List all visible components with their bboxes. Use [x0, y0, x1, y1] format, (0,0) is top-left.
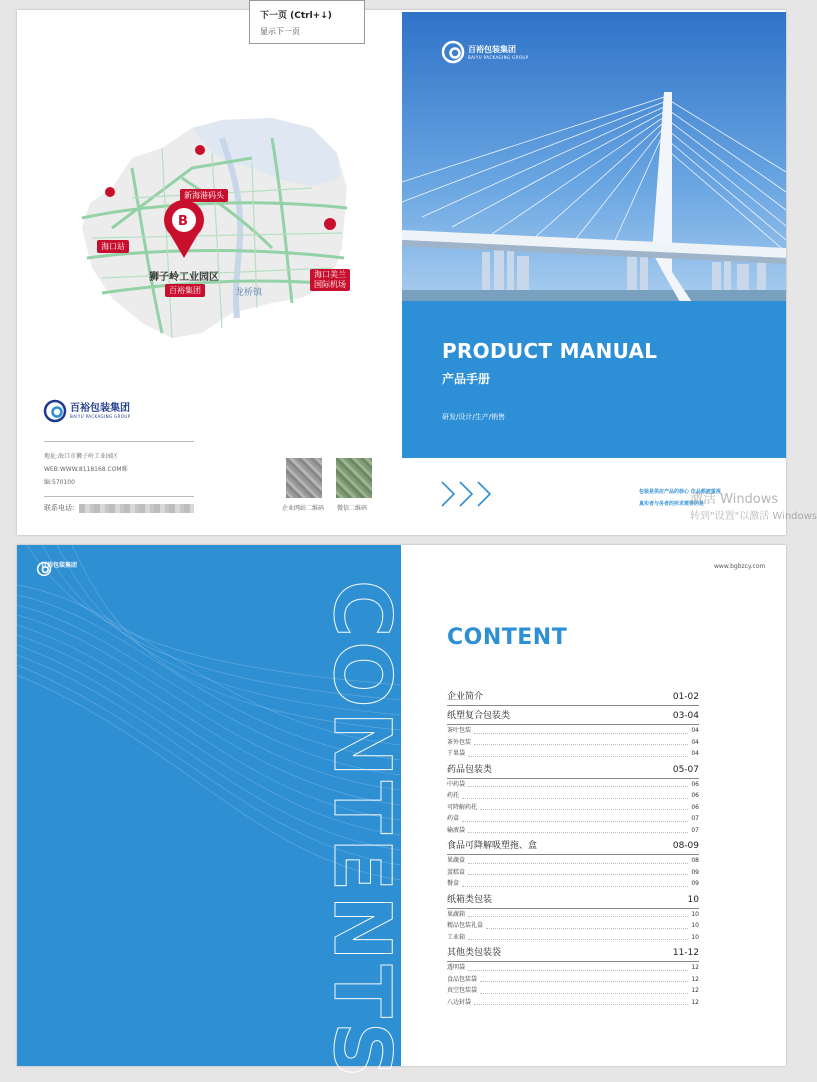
toc-title: CONTENT	[447, 625, 568, 650]
toc-item-label: 工业箱	[447, 933, 466, 941]
toc-item-page: 08	[691, 857, 699, 864]
cover-title-en: PRODUCT MANUAL	[442, 339, 658, 363]
toc-item-label: 可降解药托	[447, 803, 478, 811]
toc-leader-dots	[474, 733, 688, 734]
toc-item	[447, 997, 699, 1009]
toc-section-pages: 08-09	[672, 841, 699, 851]
toc-section	[447, 691, 699, 706]
toc-item	[447, 813, 699, 825]
toc-section	[447, 947, 699, 1008]
toc-leader-dots	[462, 798, 688, 799]
toc-item	[447, 920, 699, 932]
toc-item-page: 10	[691, 910, 699, 918]
toc-item	[447, 737, 699, 749]
toc-section-title: 纸塑复合包装类	[447, 711, 511, 721]
toc-section-heading	[447, 840, 699, 855]
toc-item-label: 蛋糕盒	[447, 868, 466, 876]
toc-item	[447, 790, 699, 802]
phone-redacted	[79, 504, 194, 513]
activation-watermark-subtitle: 转到"设置"以激活 Windows	[690, 511, 817, 522]
toc-section-pages: 01-02	[672, 692, 699, 702]
toc-section-heading	[447, 894, 699, 909]
toc-item-label: 果蔬盒	[447, 857, 466, 864]
wechat-qr-code	[336, 458, 372, 498]
map-label-station: 海口站	[97, 240, 129, 253]
toc-section-heading	[447, 947, 699, 962]
svg-text:B: B	[178, 214, 188, 229]
toc-item	[447, 932, 699, 944]
cover-title-cn: 产品手册	[442, 372, 491, 386]
toc-item	[447, 909, 699, 921]
toc-section-title: 企业简介	[447, 692, 484, 702]
toc-section-pages: 05-07	[672, 764, 699, 775]
map-park-tag: 百裕集团	[165, 284, 205, 297]
toc-section-heading	[447, 691, 699, 706]
toc-item-page: 07	[691, 815, 699, 822]
toc-leader-dots	[468, 786, 688, 787]
next-page-tooltip	[249, 0, 365, 44]
toc-item-page: 12	[691, 964, 699, 971]
toc-item-label: 药盒	[447, 815, 460, 822]
contact-web: WEB:WWW.8118168.COM郵	[44, 466, 128, 473]
toc-item-page: 06	[691, 803, 699, 811]
toc-item-label: 八边封袋	[447, 998, 472, 1006]
toc-item-page: 04	[691, 727, 699, 734]
tooltip-title: 下一页 (Ctrl+↓)	[260, 11, 332, 21]
toc-item-page: 10	[691, 922, 699, 929]
toc-item-label: 餐盒	[447, 880, 460, 887]
website-url: www.bgbzcy.com	[714, 563, 766, 570]
toc-item-page: 12	[691, 975, 699, 983]
toc-item-label: 药托	[447, 792, 460, 799]
brand-logo-icon	[44, 400, 66, 422]
toc-section-pages: 11-12	[672, 948, 699, 958]
toc-leader-dots	[462, 886, 688, 887]
front-brand-name-en: BAIYU PACKAGING GROUP	[468, 54, 529, 60]
toc-item-page: 06	[691, 792, 699, 799]
map-label-airport	[310, 269, 350, 291]
toc-item-label: 干果袋	[447, 750, 466, 757]
brand-name-cn: 百裕包装集团	[70, 402, 130, 414]
toc-leader-dots	[468, 916, 688, 917]
toc-item-label: 茶外包装	[447, 738, 472, 746]
toc-leader-dots	[486, 928, 688, 929]
site-qr-code	[286, 458, 322, 498]
toc-item	[447, 748, 699, 760]
toc-section-pages: 10	[687, 894, 699, 905]
map-label-airport-line2: 国际机场	[314, 280, 346, 289]
contact-postcode: 编:570100	[44, 479, 75, 486]
toc-leader-dots	[480, 981, 688, 982]
contents-brand-name: 百裕包装集团	[41, 562, 78, 569]
toc-item-page: 07	[691, 826, 699, 834]
toc-leader-dots	[468, 874, 688, 875]
map-graphic	[72, 108, 352, 348]
contact-phone-label: 联系电话:	[44, 504, 75, 512]
toc-item-label: 真空包装袋	[447, 987, 478, 994]
toc-item-label: 茶叶包装	[447, 727, 472, 734]
toc-leader-dots	[474, 744, 688, 745]
toc-item	[447, 802, 699, 814]
toc-item-label: 中药袋	[447, 780, 466, 788]
toc-item	[447, 974, 699, 986]
table-of-contents	[447, 691, 699, 1012]
toc-item	[447, 825, 699, 837]
toc-section	[447, 764, 699, 837]
site-qr-caption: 企业网站二维码	[282, 505, 325, 512]
toc-section-title: 药品包装类	[447, 764, 493, 775]
cover-title-panel	[402, 301, 786, 458]
activation-watermark-title: 激活 Windows	[690, 492, 779, 507]
toc-item-page: 06	[691, 780, 699, 788]
toc-leader-dots	[468, 939, 688, 940]
toc-section	[447, 894, 699, 944]
toc-leader-dots	[468, 756, 688, 757]
brand-logo-icon-white	[442, 41, 464, 63]
toc-item-label: 果蔬箱	[447, 910, 466, 918]
toc-item-page: 12	[691, 987, 699, 994]
contact-divider-top	[44, 441, 194, 442]
wechat-qr-caption: 微信二维码	[337, 505, 368, 512]
toc-item-page: 12	[691, 998, 699, 1006]
toc-item	[447, 878, 699, 890]
brand-name-en: BAIYU PACKAGING GROUP	[70, 413, 131, 419]
contact-divider-bottom	[44, 496, 194, 497]
toc-item-page: 09	[691, 868, 699, 876]
contents-blue-panel	[17, 545, 406, 1082]
front-brand-name-cn: 百裕包装集团	[468, 44, 516, 54]
toc-leader-dots	[474, 1004, 688, 1005]
contact-address: 地址:海口市狮子岭工业园区	[44, 453, 119, 460]
toc-leader-dots	[468, 832, 688, 833]
contact-info	[44, 450, 128, 489]
cover-tagline: 研发/设计/生产/销售	[442, 413, 506, 421]
toc-item-page: 04	[691, 750, 699, 757]
slogan-line-1: 包装是供应产品的核心 作品都被重视	[639, 489, 721, 495]
toc-section-heading	[447, 764, 699, 779]
toc-section	[447, 840, 699, 890]
map-label-airport-line1: 海口美兰	[314, 270, 346, 279]
toc-section-pages: 03-04	[672, 711, 699, 721]
toc-item-page: 04	[691, 738, 699, 746]
chevron-right-icon	[440, 479, 500, 509]
toc-item	[447, 855, 699, 867]
toc-section-title: 其他类包装袋	[447, 948, 502, 958]
toc-leader-dots	[480, 993, 688, 994]
toc-item	[447, 985, 699, 997]
cover-spread	[17, 10, 786, 535]
brand-logo-icon-small	[37, 562, 51, 576]
toc-section-title: 食品可降解吸塑拖、盒	[447, 841, 538, 851]
map-place-text: 龙桥镇	[235, 288, 263, 298]
toc-leader-dots	[462, 821, 688, 822]
location-map	[72, 108, 352, 348]
toc-item-label: 食品包装袋	[447, 975, 478, 983]
toc-item-label: 透明袋	[447, 964, 466, 971]
toc-item-label: 输液袋	[447, 826, 466, 834]
toc-item	[447, 725, 699, 737]
toc-item	[447, 867, 699, 879]
front-logo	[442, 41, 529, 63]
toc-section-title: 纸箱类包装	[447, 894, 493, 905]
tooltip-description: 显示下一页	[260, 27, 300, 36]
toc-section	[447, 710, 699, 760]
contents-vertical-word: CONTENTS	[316, 580, 406, 1082]
toc-item	[447, 779, 699, 791]
toc-leader-dots	[480, 809, 688, 810]
toc-section-heading	[447, 710, 699, 725]
toc-item-page: 09	[691, 880, 699, 887]
slogan-line-2: 真实者与务者的所求需要的是	[639, 501, 705, 507]
toc-item-page: 10	[691, 933, 699, 941]
contents-logo	[37, 562, 77, 570]
toc-leader-dots	[468, 863, 688, 864]
map-label-port: 新海港码头	[180, 189, 228, 202]
toc-item	[447, 962, 699, 974]
contact-phone	[44, 503, 194, 513]
toc-item-label: 精品包装礼盒	[447, 922, 484, 929]
map-park-name: 狮子岭工业园区	[149, 272, 219, 283]
toc-leader-dots	[468, 970, 688, 971]
back-logo	[44, 400, 131, 422]
